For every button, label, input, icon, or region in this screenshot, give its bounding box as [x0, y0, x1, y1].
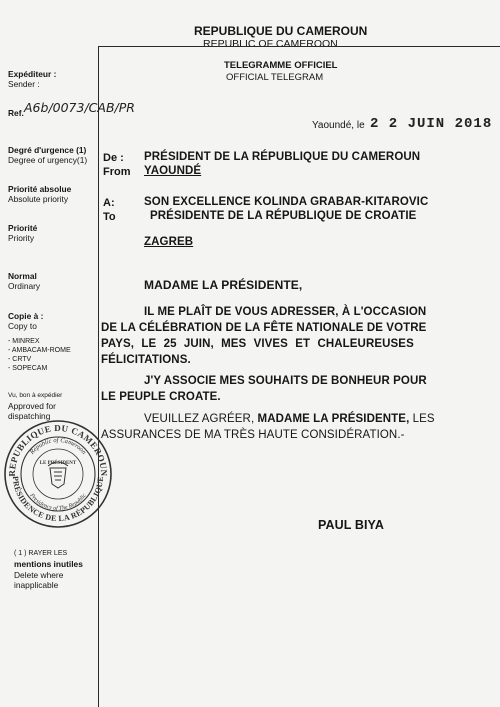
absolute-priority-label-fr: Priorité absolue [8, 184, 72, 194]
closing-text-a: VEUILLEZ AGRÉER, [144, 413, 258, 425]
approved-label-en-2: dispatching [8, 411, 51, 421]
sender-label-en: Sender : [8, 79, 40, 89]
country-title-en: REPUBLIC OF CAMEROON [203, 38, 338, 50]
seal-inner-top-text: Republic of Cameroon [28, 436, 88, 456]
to-line-1: SON EXCELLENCE KOLINDA GRABAR-KITAROVIC [144, 196, 429, 208]
seal-inner-ring [33, 449, 83, 499]
paragraph-1-line-1: IL ME PLAÎT DE VOUS ADRESSER, À L'OCCASION [144, 306, 427, 318]
ref-label: Ref. [8, 108, 24, 118]
urgency-label-en: Degree of urgency(1) [8, 155, 88, 165]
closing-text-b: MADAME LA PRÉSIDENTE, [257, 413, 410, 425]
priority-label-fr: Priorité [8, 223, 38, 233]
footnote-line-3: Delete where [14, 570, 64, 580]
seal-outer-bottom-text: PRÉSIDENCE DE LA RÉPUBLIQUE [10, 475, 106, 524]
left-column-rule [98, 46, 99, 707]
copy-label-fr: Copie à : [8, 311, 44, 321]
copy-item: - CRTV [8, 356, 32, 363]
header-rule [98, 46, 500, 47]
urgency-label-fr: Degré d'urgence (1) [8, 145, 87, 155]
absolute-priority-label-en: Absolute priority [8, 194, 69, 204]
place-label: Yaoundé, le [312, 120, 365, 131]
from-line-1: PRÉSIDENT DE LA RÉPUBLIQUE DU CAMEROUN [144, 151, 421, 163]
normal-label-fr: Normal [8, 271, 37, 281]
approved-label-en-1: Approved for [8, 401, 56, 411]
ref-value: A6b/0073/CAB/PR [24, 100, 135, 115]
to-line-2: PRÉSIDENTE DE LA RÉPUBLIQUE DE CROATIE [150, 210, 417, 222]
to-city: ZAGREB [144, 236, 194, 248]
approved-label-fr: Vu, bon à expédier [8, 392, 63, 399]
paragraph-1-line-3: PAYS, LE 25 JUIN, MES VIVES ET CHALEUREUSES [101, 338, 414, 350]
country-title-fr: REPUBLIQUE DU CAMEROUN [194, 24, 368, 38]
to-label-fr: A: [103, 197, 115, 209]
closing-text-c: LES [409, 413, 435, 425]
paragraph-1-line-2: DE LA CÉLÉBRATION DE LA FÊTE NATIONALE DE VOTRE [101, 322, 427, 334]
priority-label-en: Priority [8, 233, 35, 243]
footnote-line-2: mentions inutiles [14, 559, 83, 569]
salutation: MADAME LA PRÉSIDENTE, [144, 278, 303, 292]
copy-item: - AMBACAM-ROME [8, 347, 71, 354]
telegram-title-en: OFFICIAL TELEGRAM [226, 72, 324, 83]
footnote-line-4: inapplicable [14, 580, 59, 590]
seal-center-text: LE PRÉSIDENT [39, 461, 77, 466]
copy-item: - MINREX [8, 338, 40, 345]
to-label-en: To [103, 211, 116, 223]
copy-item: - SOPECAM [8, 365, 48, 372]
paragraph-2-line-1: J'Y ASSOCIE MES SOUHAITS DE BONHEUR POUR [144, 375, 427, 387]
footnote-line-1: ( 1 ) RAYER LES [14, 550, 68, 557]
seal-inner-bottom-text: Presidency of The Republic [28, 492, 88, 513]
presidential-seal [2, 418, 114, 530]
paragraph-3-line-1 [144, 413, 435, 425]
telegram-title-fr: TELEGRAMME OFFICIEL [224, 60, 338, 71]
seal-outer-top-text: REPUBLIQUE DU CAMEROUN [6, 422, 110, 477]
paragraph-3-line-2: ASSURANCES DE MA TRÈS HAUTE CONSIDÉRATION.- [101, 429, 405, 441]
sender-label-fr: Expéditeur : [8, 69, 57, 79]
paragraph-2-line-2: LE PEUPLE CROATE. [101, 391, 221, 403]
signature-name: PAUL BIYA [318, 518, 384, 532]
from-label-en: From [103, 166, 131, 178]
from-line-2: YAOUNDÉ [144, 165, 202, 177]
copy-label-en: Copy to [8, 321, 37, 331]
paragraph-1-line-4: FÉLICITATIONS. [101, 354, 191, 366]
normal-label-en: Ordinary [8, 281, 41, 291]
date-stamp: 2 2 JUIN 2018 [370, 116, 493, 132]
from-label-fr: De : [103, 152, 124, 164]
